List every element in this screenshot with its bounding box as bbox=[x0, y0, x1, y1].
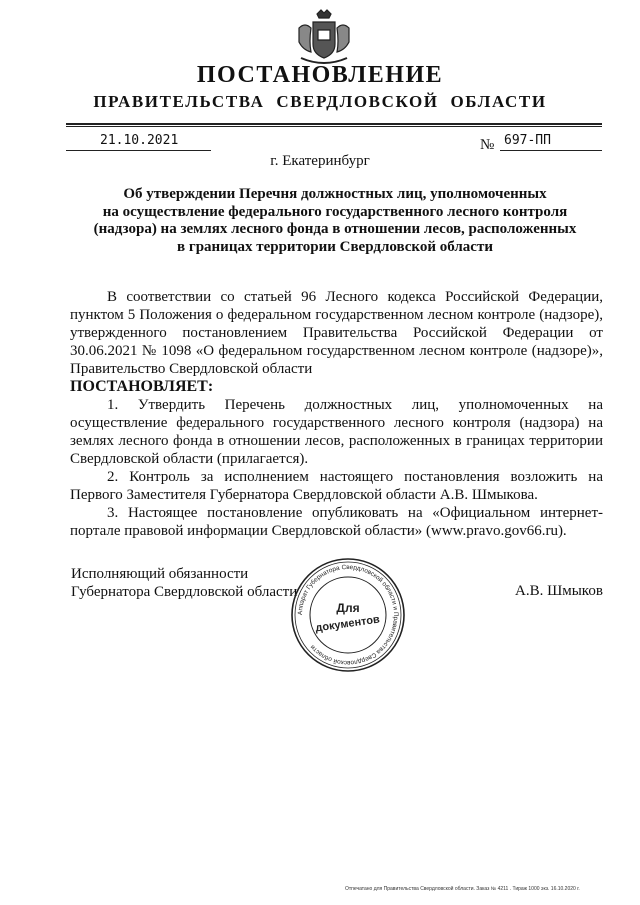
signatory-position bbox=[71, 565, 297, 601]
preamble-paragraph: В соответствии со статьей 96 Лесного кодекса Российской Федерации, пунктом 5 Положения о федеральном государственном лесном контроле (надзоре), утвержденного постановлением Правительства Российской Федерации от 30.06.2021 № 1098 «О федеральном государственном лесном контроле (надзоре)», Правительство Свердловской области bbox=[70, 289, 603, 377]
document-body bbox=[70, 288, 603, 540]
city-name: г. Екатеринбург bbox=[270, 153, 370, 169]
item-paragraph: 3. Настоящее постановление опубликовать на «Официальном интернет-портале правовой информации Свердловской области» (www.pravo.gov66.ru). bbox=[70, 505, 603, 539]
official-stamp bbox=[288, 555, 408, 675]
number-sign: № bbox=[480, 137, 495, 153]
print-imprint: Отпечатано для Правительства Свердловской области. Заказ № 4211 . Тираж 1000 экз. 16.10.2020 г. bbox=[345, 886, 580, 892]
heading-line: в границах территории Свердловской области bbox=[177, 238, 493, 255]
header-rule-thick bbox=[66, 123, 602, 125]
heading-line: Об утверждении Перечня должностных лиц, уполномоченных bbox=[123, 186, 547, 202]
issuer-name: ПРАВИТЕЛЬСТВА СВЕРДЛОВСКОЙ ОБЛАСТИ bbox=[93, 92, 547, 111]
item-paragraph: 2. Контроль за исполнением настоящего постановления возложить на Первого Заместителя Губернатора Свердловской области А.В. Шмыкова. bbox=[70, 469, 603, 503]
stamp-center-line: Для bbox=[336, 601, 360, 615]
heading-line: (надзора) на землях лесного фонда в отношении лесов, расположенных bbox=[93, 221, 577, 237]
resolves-heading: ПОСТАНОВЛЯЕТ: bbox=[70, 378, 214, 395]
header-rule-thin bbox=[66, 126, 602, 127]
position-line: Губернатора Свердловской области bbox=[71, 584, 298, 600]
heading-line: на осуществление федерального государственного лесного контроля bbox=[102, 203, 568, 220]
coat-of-arms-emblem bbox=[293, 8, 355, 66]
document-number: 697-ПП bbox=[500, 133, 602, 151]
signatory-name: А.В. Шмыков bbox=[515, 583, 603, 599]
item-paragraph: 1. Утвердить Перечень должностных лиц, уполномоченных на осуществление федерального государственного лесного контроля (надзора) на землях лесного фонда в отношении лесов, расположенных в границах территории Свердловской области (прилагается). bbox=[70, 397, 603, 467]
position-line: Исполняющий обязанности bbox=[71, 566, 249, 582]
document-title: ПОСТАНОВЛЕНИЕ bbox=[196, 62, 444, 88]
document-date: 21.10.2021 bbox=[66, 133, 211, 151]
stamp-ring-text: Аппарат Губернатора Свердловской области и Правительства Свердловской области bbox=[296, 563, 400, 667]
stamp-center-line: документов bbox=[314, 613, 381, 635]
document-heading bbox=[90, 186, 580, 256]
